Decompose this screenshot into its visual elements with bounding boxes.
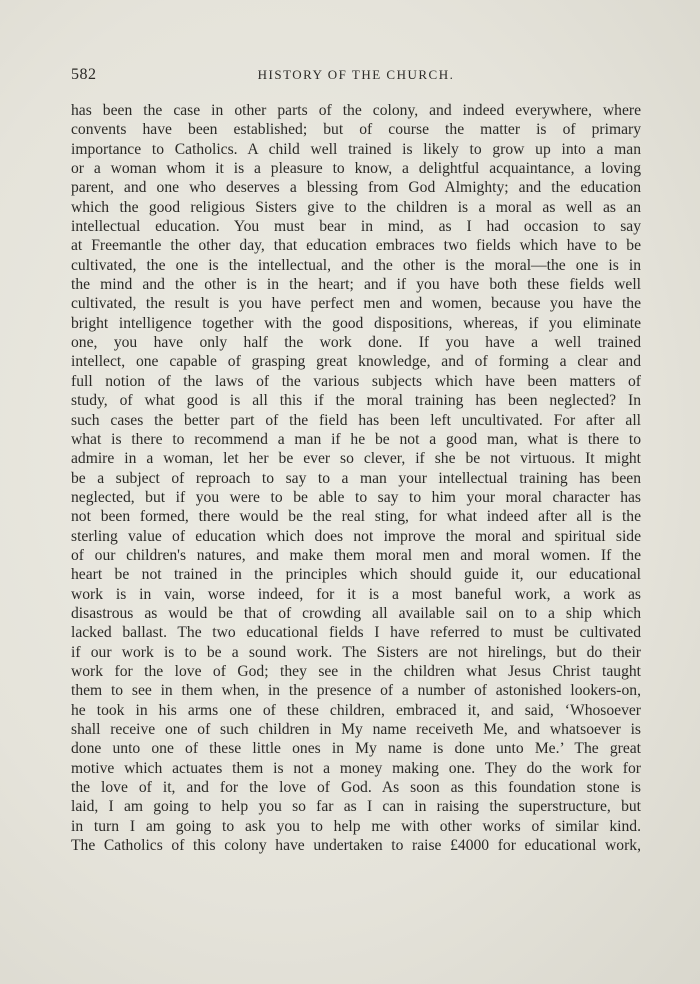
text-line: be a subject of reproach to say to a man your intellectual training has been <box>71 469 641 487</box>
text-line: importance to Catholics. A child well trained is likely to grow up into a man <box>71 140 641 158</box>
text-line: laid, I am going to help you so far as I can in raising the superstructure, but <box>71 798 641 816</box>
text-line: motive which actuates them is not a money making one. They do the work for <box>71 759 641 777</box>
text-line: at Freemantle the other day, that education embraces two fields which have to be <box>71 237 641 255</box>
text-line: intellect, one capable of grasping great knowledge, and of forming a clear and <box>71 353 641 371</box>
text-line: intellectual education. You must bear in mind, as I had occasion to say <box>71 218 641 236</box>
text-line: which the good religious Sisters give to the children is a moral as well as an <box>71 198 641 216</box>
text-line: full notion of the laws of the various subjects which have been matters of <box>71 372 641 390</box>
text-line: convents have been established; but of course the matter is of primary <box>71 121 641 139</box>
text-line: lacked ballast. The two educational fields I have referred to must be cultivated <box>71 624 641 642</box>
text-line: heart be not trained in the principles which should guide it, our educational <box>71 566 641 584</box>
text-line: not been formed, there would be the real sting, for what indeed after all is the <box>71 508 641 526</box>
text-line: sterling value of education which does not improve the moral and spiritual side <box>71 527 641 545</box>
text-line: one, you have only half the work done. If you have a well trained <box>71 334 641 352</box>
text-line: work is in vain, worse indeed, for it is a most baneful work, a work as <box>71 585 641 603</box>
text-line: he took in his arms one of these children, embraced it, and said, ‘Whosoever <box>71 701 641 719</box>
running-title: HISTORY OF THE CHURCH. <box>257 67 455 82</box>
text-line: cultivated, the result is you have perfect men and women, because you have the <box>71 295 641 313</box>
running-head <box>71 66 641 88</box>
text-line: The Catholics of this colony have undertaken to raise £4000 for educational work, <box>71 837 641 855</box>
body-text <box>71 101 641 855</box>
text-line: has been the case in other parts of the colony, and indeed everywhere, where <box>71 102 641 119</box>
text-line: of our children's natures, and make them moral men and moral women. If the <box>71 546 641 564</box>
text-line: done unto one of these little ones in My name is done unto Me.’ The great <box>71 740 641 758</box>
text-line: shall receive one of such children in My name receiveth Me, and whatsoever is <box>71 721 641 738</box>
text-line: if our work is to be a sound work. The Sisters are not hirelings, but do their <box>71 643 641 661</box>
text-line: neglected, but if you were to be able to say to him your moral character has <box>71 488 641 506</box>
text-line: admire in a woman, let her be ever so clever, if she be not virtuous. It might <box>71 450 641 468</box>
text-line: what is there to recommend a man if he be not a good man, what is there to <box>71 430 641 448</box>
page-number: 582 <box>71 66 97 83</box>
text-line: them to see in them when, in the presence of a number of astonished lookers-on, <box>71 682 641 700</box>
text-line: the mind and the other is in the heart; and if you have both these fields well <box>71 276 641 294</box>
text-line: such cases the better part of the field has been left uncultivated. For after all <box>71 411 641 429</box>
text-line: in turn I am going to ask you to help me with other works of similar kind. <box>71 817 641 835</box>
text-line: bright intelligence together with the good dispositions, whereas, if you eliminate <box>71 314 641 332</box>
text-line: disastrous as would be that of crowding all available sail on to a ship which <box>71 604 641 622</box>
text-line: parent, and one who deserves a blessing from God Almighty; and the education <box>71 179 641 197</box>
text-line: work for the love of God; they see in the children what Jesus Christ taught <box>71 662 641 680</box>
text-line: cultivated, the one is the intellectual, and the other is the moral—the one is in <box>71 256 641 274</box>
text-line: or a woman whom it is a pleasure to know, a delightful acquaintance, a loving <box>71 160 641 178</box>
text-line: study, of what good is all this if the moral training has been neglected? In <box>71 392 641 410</box>
text-line: the love of it, and for the love of God. As soon as this foundation stone is <box>71 779 641 797</box>
